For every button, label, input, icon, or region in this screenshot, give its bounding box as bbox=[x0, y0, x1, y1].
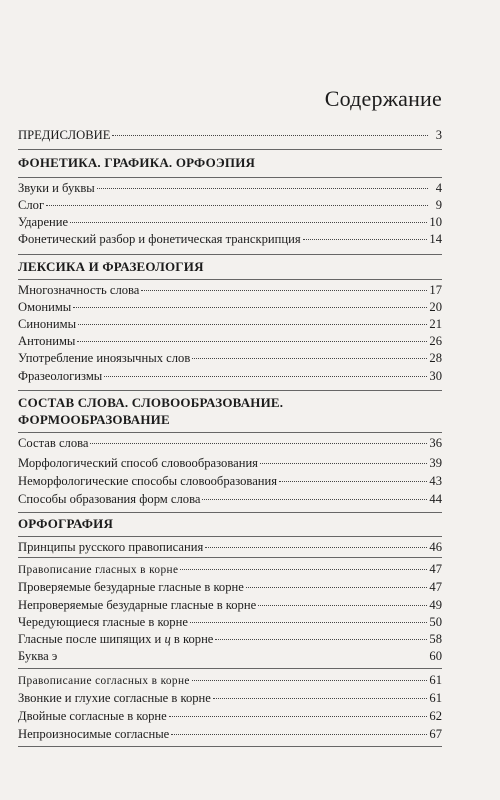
toc-entry bbox=[18, 350, 442, 366]
dot-leader bbox=[90, 443, 427, 444]
dot-leader bbox=[78, 324, 427, 325]
entry-label: Непроверяемые безударные гласные в корне bbox=[18, 598, 257, 612]
toc-entry bbox=[18, 726, 442, 742]
dot-leader bbox=[46, 205, 428, 206]
toc-entry-subsection bbox=[18, 561, 442, 578]
entry-page: 17 bbox=[429, 283, 442, 297]
subsection-divider bbox=[18, 668, 442, 669]
entry-page: 39 bbox=[429, 456, 442, 470]
entry-page: 36 bbox=[429, 436, 442, 450]
entry-page: 14 bbox=[429, 232, 442, 246]
entry-label: Слог bbox=[18, 198, 45, 212]
dot-leader bbox=[303, 239, 428, 240]
section-divider bbox=[18, 432, 442, 433]
toc-entry-preface bbox=[18, 127, 442, 143]
dot-leader bbox=[171, 734, 427, 735]
entry-label: Звуки и буквы bbox=[18, 181, 95, 195]
entry-label: Омонимы bbox=[18, 300, 72, 314]
dot-leader bbox=[202, 499, 427, 500]
entry-label: Правописание гласных в корне bbox=[18, 564, 179, 576]
section-heading: ФОРМООБРАЗОВАНИЕ bbox=[18, 412, 170, 427]
entry-label: Фразеологизмы bbox=[18, 369, 103, 383]
section-heading: ОРФОГРАФИЯ bbox=[18, 516, 114, 531]
toc-entry bbox=[18, 491, 442, 507]
dot-leader bbox=[180, 569, 427, 570]
section-divider bbox=[18, 746, 442, 747]
entry-page: 61 bbox=[429, 673, 442, 687]
toc-entry bbox=[18, 214, 442, 230]
toc-entry bbox=[18, 435, 442, 451]
entry-label: Правописание согласных в корне bbox=[18, 675, 190, 687]
toc-entry bbox=[18, 631, 442, 647]
toc-entry bbox=[18, 282, 442, 298]
entry-label: Многозначность слова bbox=[18, 283, 140, 297]
label-part: Гласные после шипящих и bbox=[18, 632, 165, 646]
entry-label: Неморфологические способы словообразования bbox=[18, 474, 278, 488]
page-title: Содержание bbox=[324, 86, 442, 111]
entry-page: 60 bbox=[429, 649, 442, 663]
entry-label: Способы образования форм слова bbox=[18, 492, 201, 506]
dot-leader bbox=[169, 716, 428, 717]
toc-entry bbox=[18, 180, 442, 196]
entry-page: 21 bbox=[429, 317, 442, 331]
subsection-divider bbox=[18, 557, 442, 558]
section-divider bbox=[18, 149, 442, 150]
entry-page: 9 bbox=[435, 198, 442, 212]
section-divider bbox=[18, 254, 442, 255]
entry-page: 50 bbox=[429, 615, 442, 629]
entry-label: Антонимы bbox=[18, 334, 76, 348]
section-heading: ЛЕКСИКА И ФРАЗЕОЛОГИЯ bbox=[18, 259, 204, 274]
entry-page: 67 bbox=[429, 727, 442, 741]
entry-label: Фонетический разбор и фонетическая транскрипция bbox=[18, 232, 301, 246]
dot-leader bbox=[279, 481, 427, 482]
entry-label: Ударение bbox=[18, 215, 69, 229]
toc-entry bbox=[18, 197, 442, 213]
dot-leader bbox=[112, 135, 428, 136]
entry-label: Чередующиеся гласные в корне bbox=[18, 615, 188, 629]
label-italic-letter: ц bbox=[164, 632, 171, 646]
toc-entry bbox=[18, 690, 442, 706]
entry-page: 4 bbox=[435, 181, 442, 195]
dot-leader bbox=[141, 290, 427, 291]
toc-entry bbox=[18, 333, 442, 349]
entry-page: 58 bbox=[429, 632, 442, 646]
entry-label bbox=[18, 631, 213, 647]
toc-entry bbox=[18, 231, 442, 247]
entry-page: 20 bbox=[429, 300, 442, 314]
toc-entry bbox=[18, 455, 442, 471]
entry-label: Звонкие и глухие согласные в корне bbox=[18, 691, 211, 705]
dot-leader bbox=[260, 463, 427, 464]
entry-page: 49 bbox=[429, 598, 442, 612]
entry-page: 47 bbox=[429, 562, 442, 576]
entry-label: Буква э bbox=[18, 649, 58, 663]
dot-leader bbox=[215, 639, 427, 640]
toc-entry bbox=[18, 708, 442, 724]
section-divider bbox=[18, 279, 442, 280]
dot-leader bbox=[104, 376, 427, 377]
dot-leader bbox=[258, 605, 427, 606]
label-part: в корне bbox=[170, 632, 214, 646]
dot-leader bbox=[246, 587, 428, 588]
toc-entry bbox=[18, 299, 442, 315]
entry-label: Состав слова bbox=[18, 436, 89, 450]
entry-label: Принципы русского правописания bbox=[18, 540, 204, 554]
entry-page: 61 bbox=[429, 691, 442, 705]
toc-entry bbox=[18, 579, 442, 595]
dot-leader bbox=[190, 622, 428, 623]
toc-entry bbox=[18, 316, 442, 332]
section-heading: СОСТАВ СЛОВА. СЛОВООБРАЗОВАНИЕ. bbox=[18, 395, 284, 410]
entry-page: 62 bbox=[429, 709, 442, 723]
entry-page: 46 bbox=[429, 540, 442, 554]
toc-entry bbox=[18, 473, 442, 489]
entry-page: 43 bbox=[429, 474, 442, 488]
toc-entry bbox=[18, 648, 442, 664]
entry-label: Морфологический способ словообразования bbox=[18, 456, 258, 470]
dot-leader bbox=[192, 358, 427, 359]
dot-leader bbox=[205, 547, 427, 548]
toc-entry bbox=[18, 368, 442, 384]
entry-label: Двойные согласные в корне bbox=[18, 709, 167, 723]
toc-entry bbox=[18, 614, 442, 630]
entry-page: 10 bbox=[429, 215, 442, 229]
section-divider bbox=[18, 512, 442, 513]
entry-label: Употребление иноязычных слов bbox=[18, 351, 191, 365]
entry-page: 30 bbox=[429, 369, 442, 383]
entry-page: 28 bbox=[429, 351, 442, 365]
section-divider bbox=[18, 177, 442, 178]
dot-leader bbox=[77, 341, 427, 342]
entry-label: Непроизносимые согласные bbox=[18, 727, 170, 741]
entry-label: Проверяемые безударные гласные в корне bbox=[18, 580, 244, 594]
toc-entry bbox=[18, 597, 442, 613]
entry-page: 3 bbox=[435, 128, 442, 142]
entry-page: 47 bbox=[429, 580, 442, 594]
section-heading: ФОНЕТИКА. ГРАФИКА. ОРФОЭПИЯ bbox=[18, 155, 256, 170]
section-divider bbox=[18, 536, 442, 537]
dot-leader bbox=[70, 222, 427, 223]
dot-leader bbox=[213, 698, 428, 699]
toc-entry-subsection bbox=[18, 672, 442, 689]
entry-label: ПРЕДИСЛОВИЕ bbox=[18, 128, 111, 142]
entry-page: 26 bbox=[429, 334, 442, 348]
entry-label: Синонимы bbox=[18, 317, 77, 331]
dot-leader bbox=[97, 188, 428, 189]
section-divider bbox=[18, 390, 442, 391]
entry-page: 44 bbox=[429, 492, 442, 506]
dot-leader bbox=[73, 307, 427, 308]
toc-entry bbox=[18, 539, 442, 555]
dot-leader bbox=[192, 680, 428, 681]
